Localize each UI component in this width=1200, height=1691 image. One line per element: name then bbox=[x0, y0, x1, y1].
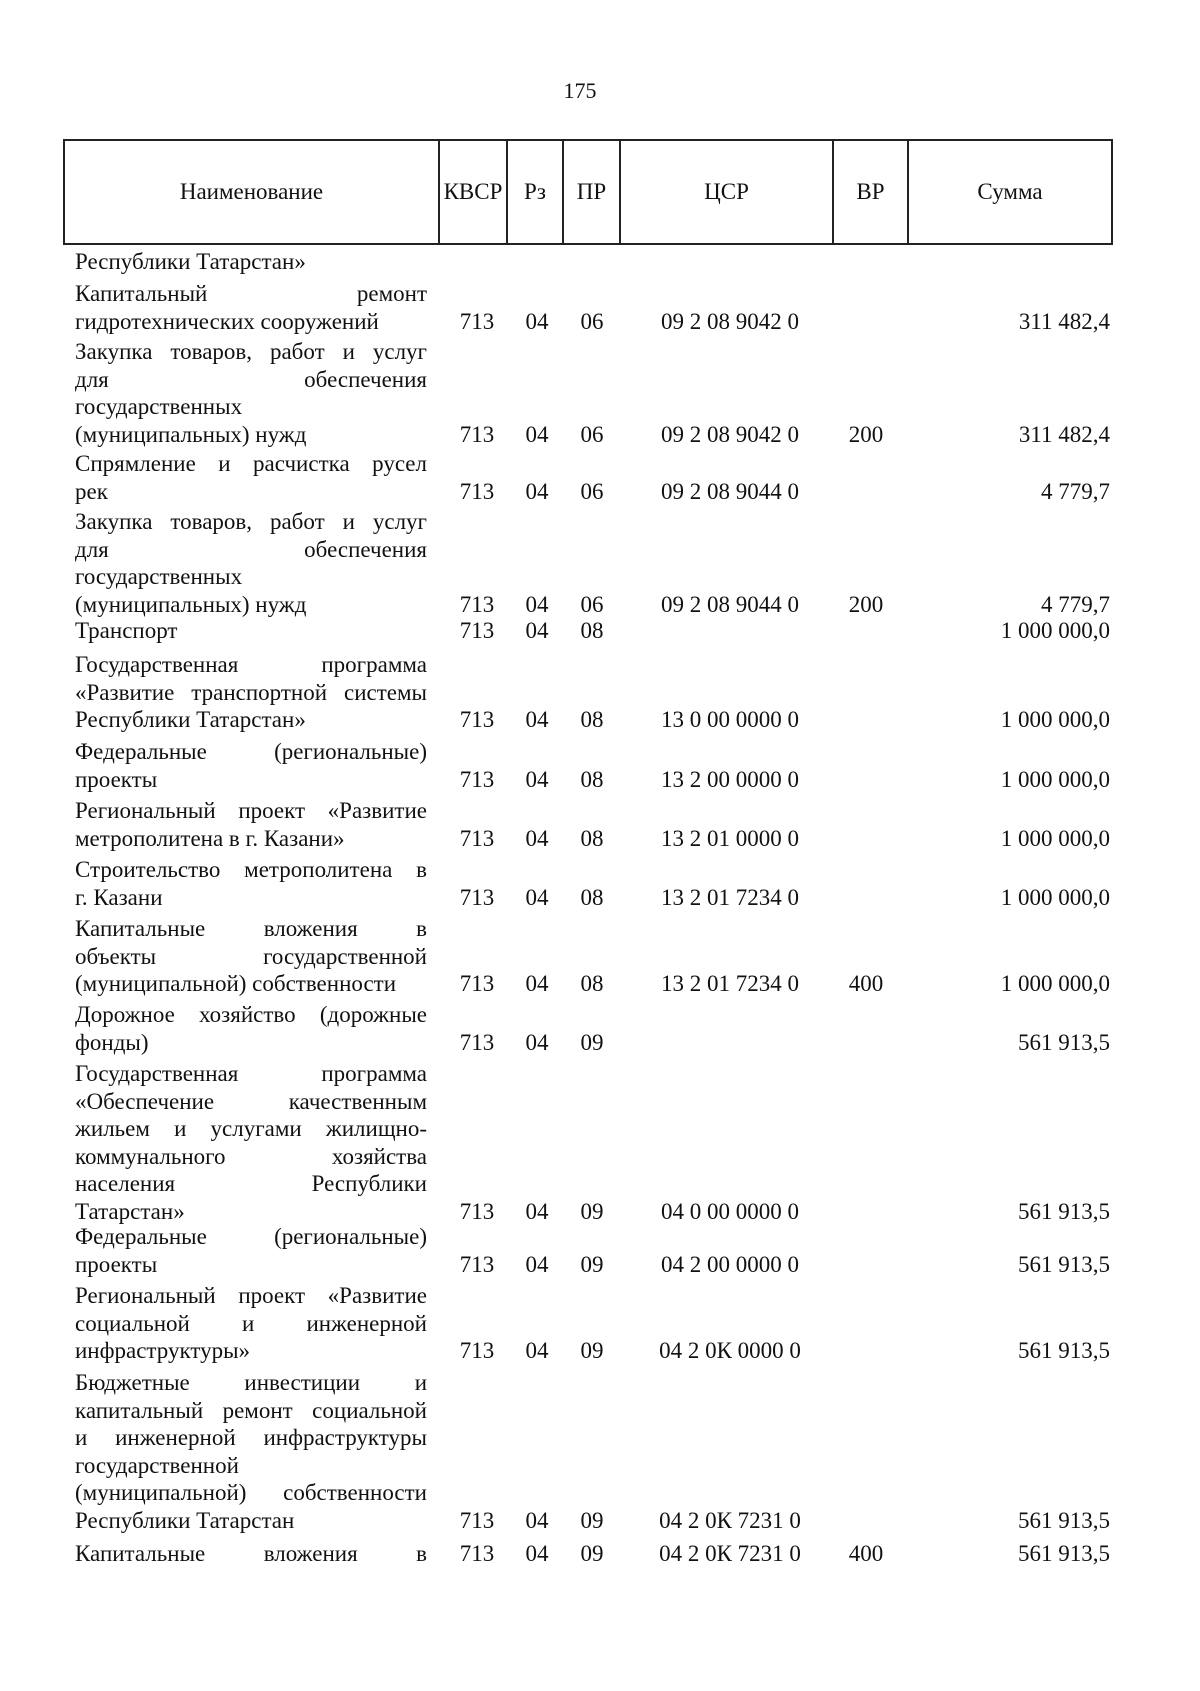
row-kvsr: 713 bbox=[459, 308, 495, 334]
row-name-line: Спрямление и расчистка русел bbox=[75, 451, 427, 476]
header-csr: ЦСР bbox=[621, 141, 834, 243]
row-csr: 09 2 08 9042 0 bbox=[661, 308, 799, 334]
row-rz: 04 bbox=[525, 618, 549, 643]
row-name-line: Государственная программа bbox=[75, 1061, 427, 1086]
row-pr: 09 bbox=[580, 1251, 604, 1277]
table-row bbox=[75, 1540, 1115, 1568]
row-sum: 561 913,5 bbox=[1018, 1198, 1110, 1224]
table-row bbox=[75, 450, 1115, 505]
table-row bbox=[75, 617, 1115, 645]
row-name-line: инфраструктуры» bbox=[75, 1338, 251, 1363]
row-kvsr: 713 bbox=[459, 971, 495, 996]
row-rz: 04 bbox=[525, 1507, 549, 1533]
row-vr: 400 bbox=[848, 971, 884, 996]
row-kvsr: 713 bbox=[459, 1507, 495, 1533]
row-name-line: г. Казани bbox=[75, 884, 163, 910]
row-name-line: для обеспечения bbox=[75, 366, 427, 392]
row-name bbox=[75, 1540, 427, 1568]
row-rz: 04 bbox=[525, 1198, 549, 1224]
row-pr: 09 bbox=[580, 1507, 604, 1533]
row-rz: 04 bbox=[525, 884, 549, 910]
row-csr: 13 0 00 0000 0 bbox=[661, 707, 799, 732]
row-csr: 09 2 08 9042 0 bbox=[661, 421, 799, 447]
table-row bbox=[75, 1060, 1115, 1225]
row-kvsr: 713 bbox=[459, 707, 495, 732]
row-vr: 200 bbox=[848, 591, 884, 617]
table-row bbox=[75, 738, 1115, 793]
row-pr: 09 bbox=[580, 1338, 604, 1363]
row-name-line: рек bbox=[75, 478, 108, 504]
row-name-line: государственных bbox=[75, 564, 243, 589]
row-name-line: Республики Татарстан» bbox=[75, 707, 306, 732]
row-name-line: социальной и инженерной bbox=[75, 1310, 427, 1336]
row-name-line: Татарстан» bbox=[75, 1198, 185, 1224]
row-kvsr: 713 bbox=[459, 766, 495, 792]
row-sum: 311 482,4 bbox=[1018, 421, 1110, 447]
row-name-line: Капитальные вложения в bbox=[75, 1541, 427, 1566]
row-sum: 1 000 000,0 bbox=[1000, 825, 1110, 851]
row-name-line: Закупка товаров, работ и услуг bbox=[75, 509, 427, 534]
row-pr: 08 bbox=[580, 618, 604, 643]
table-row bbox=[75, 1001, 1115, 1056]
row-name bbox=[75, 1223, 427, 1278]
row-csr: 13 2 00 0000 0 bbox=[661, 766, 799, 792]
row-name-line: коммунального хозяйства bbox=[75, 1143, 427, 1169]
table-row bbox=[75, 248, 1115, 276]
row-sum: 561 913,5 bbox=[1018, 1029, 1110, 1055]
row-kvsr: 713 bbox=[459, 825, 495, 851]
row-name-line: Дорожное хозяйство (дорожные bbox=[75, 1002, 427, 1027]
row-name-line: Капитальный ремонт bbox=[75, 281, 427, 306]
row-csr: 04 2 00 0000 0 bbox=[661, 1251, 799, 1277]
row-name bbox=[75, 508, 427, 618]
row-name bbox=[75, 280, 427, 335]
row-csr: 13 2 01 0000 0 bbox=[661, 825, 799, 851]
row-rz: 04 bbox=[525, 421, 549, 447]
header-kvsr: КВСР bbox=[440, 141, 508, 243]
row-name bbox=[75, 1001, 427, 1056]
table-row bbox=[75, 915, 1115, 998]
row-name bbox=[75, 338, 427, 448]
row-name bbox=[75, 617, 427, 645]
row-name bbox=[75, 450, 427, 505]
row-name-line: государственной bbox=[75, 1452, 239, 1478]
row-name-line: «Обеспечение качественным bbox=[75, 1088, 427, 1114]
header-name: Наименование bbox=[65, 141, 440, 243]
row-vr: 200 bbox=[848, 421, 884, 447]
row-name-line: Закупка товаров, работ и услуг bbox=[75, 339, 427, 364]
row-sum: 311 482,4 bbox=[1018, 308, 1110, 334]
row-name bbox=[75, 738, 427, 793]
table-row bbox=[75, 1369, 1115, 1534]
row-kvsr: 713 bbox=[459, 1541, 495, 1566]
row-name bbox=[75, 651, 427, 734]
row-sum: 561 913,5 bbox=[1018, 1541, 1110, 1566]
row-name-line: (муниципальных) нужд bbox=[75, 421, 307, 447]
row-sum: 4 779,7 bbox=[1041, 478, 1110, 504]
row-sum: 561 913,5 bbox=[1018, 1507, 1110, 1533]
row-pr: 08 bbox=[580, 884, 604, 910]
row-name-line: метрополитена в г. Казани» bbox=[75, 825, 345, 851]
row-rz: 04 bbox=[525, 1541, 549, 1566]
row-name-line: Строительство метрополитена в bbox=[75, 857, 427, 882]
row-pr: 08 bbox=[580, 971, 604, 996]
page-number: 175 bbox=[563, 78, 597, 103]
row-name-line: (муниципальной) собственности bbox=[75, 971, 397, 996]
row-kvsr: 713 bbox=[459, 421, 495, 447]
row-csr: 04 2 0К 7231 0 bbox=[659, 1507, 801, 1533]
table-row bbox=[75, 280, 1115, 335]
row-rz: 04 bbox=[525, 1029, 549, 1055]
row-kvsr: 713 bbox=[459, 478, 495, 504]
row-kvsr: 713 bbox=[459, 1338, 495, 1363]
table-row bbox=[75, 797, 1115, 852]
row-name-line: Республики Татарстан» bbox=[75, 249, 306, 274]
row-name-line: жильем и услугами жилищно- bbox=[75, 1116, 427, 1141]
row-kvsr: 713 bbox=[459, 1198, 495, 1224]
row-rz: 04 bbox=[525, 971, 549, 996]
row-rz: 04 bbox=[525, 591, 549, 617]
row-name-line: Республики Татарстан bbox=[75, 1507, 295, 1533]
row-sum: 1 000 000,0 bbox=[1000, 884, 1110, 910]
row-name-line: фонды) bbox=[75, 1029, 149, 1055]
row-name-line: Капитальные вложения в bbox=[75, 916, 427, 941]
row-sum: 1 000 000,0 bbox=[1000, 766, 1110, 792]
row-name-line: капитальный ремонт социальной bbox=[75, 1397, 427, 1423]
row-sum: 561 913,5 bbox=[1018, 1338, 1110, 1363]
row-name-line: «Развитие транспортной системы bbox=[75, 679, 427, 705]
row-name-line: Бюджетные инвестиции и bbox=[75, 1370, 427, 1395]
row-name bbox=[75, 1282, 427, 1365]
table-row bbox=[75, 338, 1115, 448]
row-csr: 04 0 00 0000 0 bbox=[661, 1198, 799, 1224]
row-pr: 09 bbox=[580, 1029, 604, 1055]
row-pr: 06 bbox=[580, 308, 604, 334]
row-pr: 09 bbox=[580, 1541, 604, 1566]
row-rz: 04 bbox=[525, 478, 549, 504]
row-name-line: Федеральные (региональные) bbox=[75, 1224, 427, 1249]
table-header bbox=[63, 139, 1113, 245]
header-rz: Рз bbox=[508, 141, 564, 243]
row-kvsr: 713 bbox=[459, 1029, 495, 1055]
row-kvsr: 713 bbox=[459, 618, 495, 643]
row-name-line: государственных bbox=[75, 394, 243, 419]
header-pr: ПР bbox=[564, 141, 621, 243]
row-pr: 06 bbox=[580, 591, 604, 617]
row-sum: 1 000 000,0 bbox=[1000, 971, 1110, 996]
row-pr: 06 bbox=[580, 421, 604, 447]
row-csr: 09 2 08 9044 0 bbox=[661, 478, 799, 504]
row-kvsr: 713 bbox=[459, 1251, 495, 1277]
row-name-line: проекты bbox=[75, 766, 158, 792]
row-sum: 1 000 000,0 bbox=[1000, 618, 1110, 643]
row-csr: 13 2 01 7234 0 bbox=[661, 971, 799, 996]
row-name-line: (муниципальной) собственности bbox=[75, 1480, 427, 1505]
row-pr: 08 bbox=[580, 707, 604, 732]
row-rz: 04 bbox=[525, 1251, 549, 1277]
row-name-line: Государственная программа bbox=[75, 652, 427, 677]
table-row bbox=[75, 856, 1115, 911]
row-rz: 04 bbox=[525, 825, 549, 851]
row-name-line: для обеспечения bbox=[75, 536, 427, 562]
row-name bbox=[75, 797, 427, 852]
row-name bbox=[75, 856, 427, 911]
row-csr: 04 2 0К 7231 0 bbox=[659, 1541, 801, 1566]
table-row bbox=[75, 651, 1115, 734]
table-row bbox=[75, 1282, 1115, 1365]
row-name-line: населения Республики bbox=[75, 1171, 427, 1196]
row-name-line: проекты bbox=[75, 1251, 158, 1277]
row-rz: 04 bbox=[525, 766, 549, 792]
row-name-line: Федеральные (региональные) bbox=[75, 739, 427, 764]
row-name bbox=[75, 248, 427, 276]
row-pr: 08 bbox=[580, 766, 604, 792]
table-row bbox=[75, 508, 1115, 618]
row-name-line: объекты государственной bbox=[75, 943, 427, 969]
row-csr: 13 2 01 7234 0 bbox=[661, 884, 799, 910]
row-name-line: Региональный проект «Развитие bbox=[75, 1283, 427, 1308]
row-kvsr: 713 bbox=[459, 591, 495, 617]
row-csr: 09 2 08 9044 0 bbox=[661, 591, 799, 617]
row-vr: 400 bbox=[848, 1541, 884, 1566]
row-rz: 04 bbox=[525, 308, 549, 334]
row-pr: 08 bbox=[580, 825, 604, 851]
row-name bbox=[75, 1060, 427, 1225]
row-name bbox=[75, 915, 427, 998]
row-name-line: Региональный проект «Развитие bbox=[75, 798, 427, 823]
row-pr: 09 bbox=[580, 1198, 604, 1224]
row-name-line: и инженерной инфраструктуры bbox=[75, 1425, 427, 1450]
row-kvsr: 713 bbox=[459, 884, 495, 910]
row-rz: 04 bbox=[525, 1338, 549, 1363]
row-rz: 04 bbox=[525, 707, 549, 732]
row-name-line: (муниципальных) нужд bbox=[75, 591, 307, 617]
row-csr: 04 2 0К 0000 0 bbox=[659, 1338, 801, 1363]
row-name-line: гидротехнических сооружений bbox=[75, 308, 379, 334]
row-name-line: Транспорт bbox=[75, 618, 178, 643]
header-vr: ВР bbox=[834, 141, 909, 243]
row-pr: 06 bbox=[580, 478, 604, 504]
header-sum: Сумма bbox=[977, 179, 1043, 204]
row-name bbox=[75, 1369, 427, 1534]
row-sum: 561 913,5 bbox=[1018, 1251, 1110, 1277]
table-row bbox=[75, 1223, 1115, 1278]
row-sum: 4 779,7 bbox=[1041, 591, 1110, 617]
row-sum: 1 000 000,0 bbox=[1000, 707, 1110, 732]
